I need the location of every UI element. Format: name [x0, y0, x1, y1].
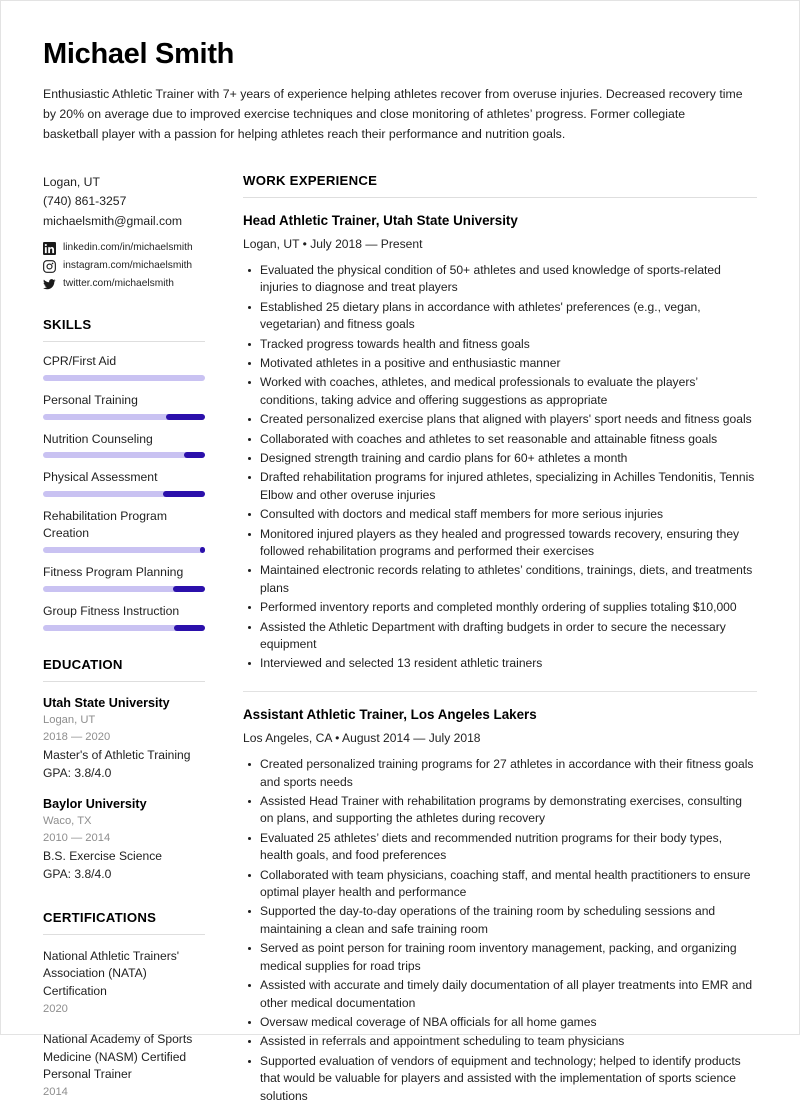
skill-level-bar[interactable] [43, 491, 205, 497]
instagram-icon [43, 260, 56, 273]
twitter-icon [43, 278, 56, 291]
section-divider [43, 681, 205, 682]
section-divider [43, 934, 205, 935]
job-bullet: Served as point person for training room inventory management, packing, and organizing medical supplies for road trips [259, 940, 757, 975]
skill-item [43, 508, 205, 553]
work-experience-heading: WORK EXPERIENCE [243, 172, 378, 188]
skill-label: Nutrition Counseling [43, 431, 153, 446]
skill-item [43, 469, 205, 497]
job-bullet: Tracked progress towards health and fitness goals [259, 336, 757, 353]
education-section [43, 657, 205, 884]
job-entry [243, 706, 757, 1105]
job-bullet: Evaluated 25 athletes’ diets and recommended nutrition programs for their body types, health goals, and food preferences [259, 830, 757, 865]
social-link-label: twitter.com/michaelsmith [63, 278, 174, 290]
contact-phone[interactable]: (740) 861-3257 [43, 194, 127, 209]
job-bullet: Created personalized training programs for 27 athletes in accordance with their fitness goals and sports needs [259, 756, 757, 791]
education-school: Baylor University [43, 796, 147, 811]
resume-body [43, 173, 757, 1107]
skill-item [43, 392, 205, 420]
job-bullet: Worked with coaches, athletes, and medical professionals to evaluate the players’ conditions, taking advice and offering suggestions as appropriate [259, 374, 757, 409]
skill-item [43, 564, 205, 592]
job-title: Head Athletic Trainer, Utah State University [243, 212, 518, 228]
sidebar [43, 173, 221, 1102]
job-bullet: Established 25 dietary plans in accordance with athletes' preferences (e.g., vegan, vegetarian) and fitness goals [259, 299, 757, 334]
social-link-linkedin[interactable] [43, 242, 205, 255]
certification-year: 2020 [43, 1002, 68, 1015]
job-bullet: Evaluated the physical condition of 50+ athletes and used knowledge of sports-related injuries to diagnose and treat players [259, 262, 757, 297]
page-title: Michael Smith [43, 38, 235, 70]
education-item [43, 796, 205, 884]
job-location-dates: Logan, UT • July 2018 — Present [243, 237, 423, 252]
job-bullet: Collaborated with team physicians, coaching staff, and mental health practitioners to ensure optimal player health and performance [259, 867, 757, 902]
education-school: Utah State University [43, 695, 170, 710]
job-bullet: Assisted in referrals and appointment scheduling to team physicians [259, 1033, 757, 1050]
skill-level-bar[interactable] [43, 586, 205, 592]
job-bullet: Supported the day-to-day operations of the training room by scheduling sessions and maintaining a clean and safe training room [259, 903, 757, 938]
job-bullet: Drafted rehabilitation programs for injured athletes, specializing in Achilles Tendonitis, Tennis Elbow and other overuse injuries [259, 469, 757, 504]
education-gpa: GPA: 3.8/4.0 [43, 867, 112, 882]
skill-level-bar[interactable] [43, 375, 205, 381]
job-bullet: Assisted the Athletic Department with drafting budgets in order to secure the necessary equipment [259, 619, 757, 654]
professional-summary: Enthusiastic Athletic Trainer with 7+ years of experience helping athletes recover from overuse injuries. Decreased recovery time by 20% on average due to improved exercise techniques and close monitoring of athletes’ progress. Former collegiate basketball player with a passion for helping athletes reach their performance and nutrition goals. [43, 86, 743, 141]
skill-level-bar[interactable] [43, 452, 205, 458]
skill-level-bar[interactable] [43, 414, 205, 420]
job-entry [243, 212, 757, 673]
skill-item [43, 431, 205, 459]
skill-label: Fitness Program Planning [43, 564, 184, 579]
education-item [43, 695, 205, 783]
skill-label: Physical Assessment [43, 470, 158, 485]
social-link-label: linkedin.com/in/michaelsmith [63, 242, 193, 254]
education-list [43, 695, 205, 884]
education-years: 2018 — 2020 [43, 730, 111, 743]
certifications-section [43, 910, 205, 1102]
social-link-label: instagram.com/michaelsmith [63, 260, 193, 272]
skill-label: Rehabilitation Program Creation [43, 509, 167, 541]
certification-name: National Academy of Sports Medicine (NASM) Certified Personal Trainer [43, 1031, 193, 1082]
certifications-heading: CERTIFICATIONS [43, 909, 157, 925]
work-experience-list [243, 212, 757, 1105]
section-divider [43, 341, 205, 342]
main-content [221, 173, 757, 1107]
skill-label: Group Fitness Instruction [43, 603, 180, 618]
education-years: 2010 — 2014 [43, 831, 111, 844]
job-bullet: Designed strength training and cardio plans for 60+ athletes a month [259, 450, 757, 467]
certification-item [43, 1031, 205, 1101]
education-location: Waco, TX [43, 814, 92, 827]
social-link-instagram[interactable] [43, 260, 205, 273]
job-bullet: Assisted Head Trainer with rehabilitation programs by demonstrating exercises, consulting on plans, and supporting the athletes during recovery [259, 793, 757, 828]
job-bullet-list [243, 262, 757, 673]
job-bullet: Supported evaluation of vendors of equipment and technology; helped to identify products that would be valuable for players and assisted with the implementation of sports science solutions [259, 1053, 757, 1105]
contact-email[interactable]: michaelsmith@gmail.com [43, 214, 183, 229]
education-heading: EDUCATION [43, 656, 123, 672]
job-bullet: Created personalized exercise plans that aligned with players' sport needs and fitness goals [259, 411, 757, 428]
contact-block [43, 173, 205, 291]
skills-list [43, 353, 205, 631]
skill-label: CPR/First Aid [43, 353, 117, 368]
contact-location: Logan, UT [43, 174, 100, 189]
job-title: Assistant Athletic Trainer, Los Angeles Lakers [243, 706, 537, 722]
job-bullet: Performed inventory reports and completed monthly ordering of supplies totaling $10,000 [259, 599, 757, 616]
linkedin-icon [43, 242, 56, 255]
skill-label: Personal Training [43, 392, 138, 407]
skill-level-indicator [163, 491, 205, 497]
certification-year: 2014 [43, 1085, 68, 1098]
skill-item [43, 353, 205, 381]
skill-level-bar[interactable] [43, 547, 205, 553]
certification-item [43, 948, 205, 1018]
skill-level-indicator [173, 586, 205, 592]
job-bullet: Maintained electronic records relating to athletes’ conditions, trainings, diets, and treatments plans [259, 562, 757, 597]
social-link-twitter[interactable] [43, 278, 205, 291]
skill-item [43, 603, 205, 631]
job-divider [243, 691, 757, 692]
certifications-list [43, 948, 205, 1102]
skill-level-indicator [200, 547, 205, 553]
education-gpa: GPA: 3.8/4.0 [43, 766, 112, 781]
skill-level-indicator [174, 625, 205, 631]
job-bullet: Motivated athletes in a positive and enthusiastic manner [259, 355, 757, 372]
skills-section [43, 317, 205, 631]
section-divider [243, 197, 757, 198]
education-location: Logan, UT [43, 713, 96, 726]
job-bullet: Interviewed and selected 13 resident athletic trainers [259, 655, 757, 672]
education-degree: B.S. Exercise Science [43, 849, 162, 864]
job-bullet: Oversaw medical coverage of NBA officials for all home games [259, 1014, 757, 1031]
job-location-dates: Los Angeles, CA • August 2014 — July 2018 [243, 731, 481, 746]
job-bullet-list [243, 756, 757, 1105]
certification-name: National Athletic Trainers' Association (NATA) Certification [43, 948, 180, 998]
skills-heading: SKILLS [43, 316, 92, 332]
education-degree: Master's of Athletic Training [43, 748, 191, 763]
job-bullet: Assisted with accurate and timely daily documentation of all player treatments into EMR and other medical documentation [259, 977, 757, 1012]
skill-level-indicator [166, 414, 205, 420]
social-links [43, 242, 205, 291]
job-bullet: Collaborated with coaches and athletes to set reasonable and attainable fitness goals [259, 431, 757, 448]
skill-level-indicator [184, 452, 205, 458]
job-bullet: Monitored injured players as they healed and progressed towards recovery, ensuring they followed rehabilitation programs and performed their exercises [259, 526, 757, 561]
job-bullet: Consulted with doctors and medical staff members for more serious injuries [259, 506, 757, 523]
skill-level-bar[interactable] [43, 625, 205, 631]
